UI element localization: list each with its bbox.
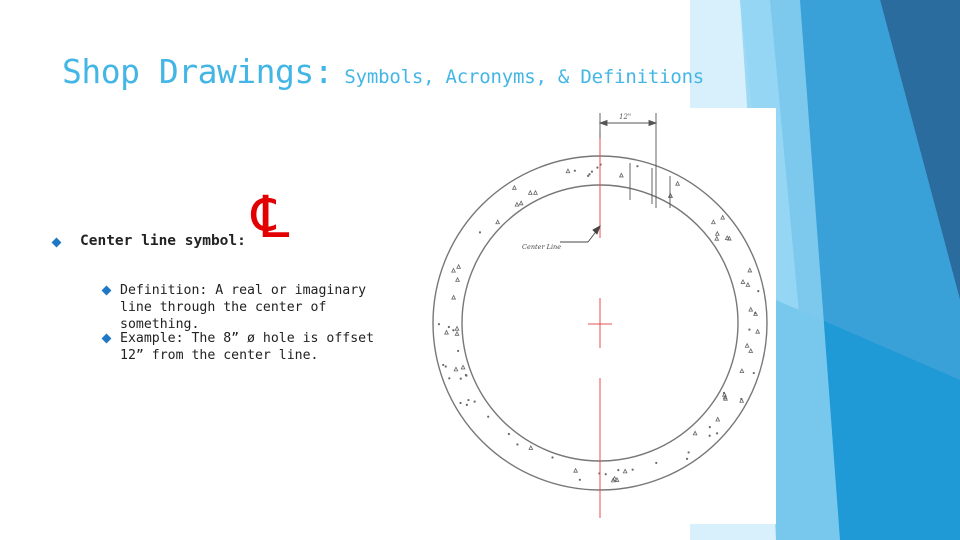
center-line-label: Center line symbol: [80,233,246,249]
center-line [588,130,612,518]
definition-text: Definition: A real or imaginary line through the center of something. [120,283,367,332]
dimension-label: 12" [619,113,632,121]
center-line-leader [560,226,600,242]
pipe-section-drawing [420,108,776,524]
bullet-diamond-icon [52,238,62,248]
bullet-example [103,330,403,364]
slide-title [62,52,704,91]
title-subtitle: Symbols, Acronyms, & Definitions [333,66,705,88]
title-main: Shop Drawings: [62,52,334,91]
aggregate-speckles [438,164,759,482]
bullet-definition [103,282,403,333]
example-text: Example: The 8” ø hole is offset 12” from the center line. [120,331,375,363]
bullet-center-line [53,233,246,249]
bullet-diamond-icon [102,286,112,296]
bullet-diamond-icon [102,334,112,344]
center-line-callout: Center Line [522,243,562,251]
dimension-marker [600,113,670,208]
center-line-symbol: ℄ [252,183,290,251]
